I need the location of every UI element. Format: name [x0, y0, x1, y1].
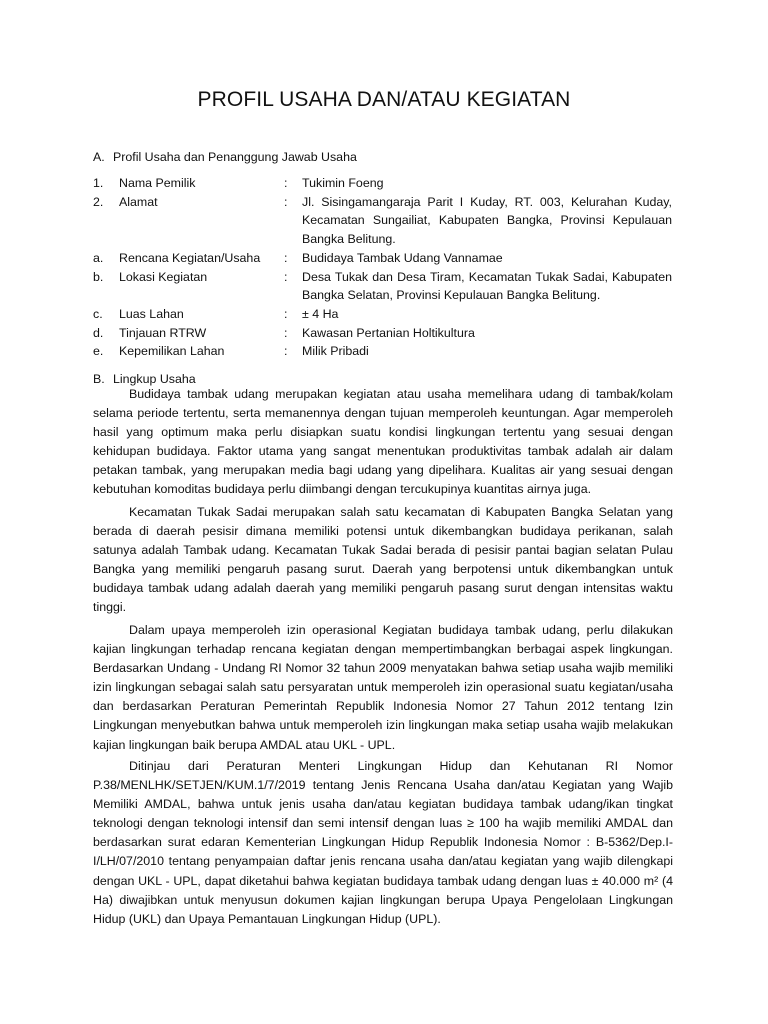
row-label: Tinjauan RTRW: [119, 325, 207, 340]
row-value: Desa Tukak dan Desa Tiram, Kecamatan Tukak Sadai, Kabupaten Bangka Selatan, Provinsi Kepulauan Bangka Belitung.: [302, 269, 672, 303]
row-number: d.: [93, 325, 104, 340]
row-label: Kepemilikan Lahan: [119, 344, 225, 359]
row-separator: :: [284, 306, 288, 321]
section-a-title: Profil Usaha dan Penanggung Jawab Usaha: [113, 150, 357, 164]
page-title: PROFIL USAHA DAN/ATAU KEGIATAN: [197, 88, 571, 111]
row-number: c.: [93, 306, 103, 321]
row-separator: :: [284, 250, 288, 265]
row-value: ± 4 Ha: [302, 306, 339, 321]
row-separator: :: [284, 194, 288, 209]
row-separator: :: [284, 269, 288, 284]
profile-row: [93, 174, 672, 193]
row-label: Lokasi Kegiatan: [119, 269, 208, 284]
row-value: Milik Pribadi: [302, 344, 369, 359]
body-paragraph: Dalam upaya memperoleh izin operasional Kegiatan budidaya tambak udang, perlu dilakukan kajian lingkungan terhadap rencana kegiatan dengan mempertimbangkan berbagai aspek lingkungan. Berdasarkan Undang - Undang RI Nomor 32 tahun 2009 menyatakan bahwa setiap usaha wajib memiliki izin lingkungan sebagai salah satu persyaratan untuk memperoleh izin operasional suatu kegiatan/usaha dan berdasarkan Peraturan Pemerintah Republik Indonesia Nomor 27 Tahun 2012 tentang Izin Lingkungan menyebutkan bahwa untuk memperoleh izin lingkungan maka setiap usaha wajib melakukan kajian lingkungan baik berupa AMDAL atau UKL - UPL.: [93, 623, 673, 752]
profile-row: [93, 324, 672, 343]
row-value: Budidaya Tambak Udang Vannamae: [302, 250, 503, 265]
row-number: a.: [93, 250, 104, 265]
row-value: Tukimin Foeng: [302, 176, 384, 190]
row-separator: :: [284, 344, 288, 359]
row-label: Rencana Kegiatan/Usaha: [119, 250, 261, 265]
section-b-heading: [93, 372, 196, 386]
profile-table: [93, 174, 672, 361]
profile-row: [93, 268, 672, 305]
row-number: 1.: [93, 176, 104, 190]
section-b-number: B.: [93, 372, 105, 386]
row-number: 2.: [93, 194, 104, 209]
body-paragraph: Budidaya tambak udang merupakan kegiatan atau usaha memelihara udang di tambak/kolam selama periode tertentu, serta memanennya dengan tujuan memperoleh keuntungan. Agar memperoleh hasil yang optimum maka perlu disiapkan suatu kondisi lingkungan tertentu yang sesuai dengan kehidupan budidaya. Faktor utama yang sangat menentukan produktivitas tambak adalah air dalam petakan tambak, yang merupakan media bagi udang yang dipelihara. Kualitas air yang sesuai dengan kebutuhan komoditas budidaya perlu diimbangi dengan tercukupinya kuantitas airnya juga.: [93, 387, 673, 497]
row-label: Alamat: [119, 194, 158, 209]
row-separator: :: [284, 176, 288, 190]
section-a-number: A.: [93, 150, 105, 164]
section-a-heading: [93, 150, 357, 164]
profile-row: [93, 193, 672, 249]
profile-row: [93, 305, 672, 324]
row-value: Kawasan Pertanian Holtikultura: [302, 325, 475, 340]
row-number: b.: [93, 269, 104, 284]
section-b-title: Lingkup Usaha: [113, 372, 196, 386]
body-paragraph: Kecamatan Tukak Sadai merupakan salah satu kecamatan di Kabupaten Bangka Selatan yang berada di daerah pesisir dimana memiliki potensi untuk dikembangkan budidaya perikanan, salah satunya adalah Tambak udang. Kecamatan Tukak Sadai berada di pesisir pantai bagian selatan Pulau Bangka yang memiliki pengaruh pasang surut. Daerah yang berpotensi untuk dikembangkan untuk budidaya tambak udang adalah daerah yang memiliki pengaruh pasang surut dengan intensitas waktu tinggi.: [93, 505, 673, 615]
row-value: Jl. Sisingamangaraja Parit I Kuday, RT. 003, Kelurahan Kuday, Kecamatan Sungailiat, Kabupaten Bangka, Provinsi Kepulauan Bangka Belitung.: [302, 194, 672, 247]
row-number: e.: [93, 344, 104, 359]
row-label: Nama Pemilik: [119, 176, 196, 190]
row-label: Luas Lahan: [119, 306, 184, 321]
body-paragraph: Ditinjau dari Peraturan Menteri Lingkungan Hidup dan Kehutanan RI Nomor P.38/MENLHK/SETJEN/KUM.1/7/2019 tentang Jenis Rencana Usaha dan/atau Kegiatan yang Wajib Memiliki AMDAL, bahwa untuk jenis usaha dan/atau kegiatan budidaya tambak udang/ikan tingkat teknologi dengan teknologi intensif dan semi intensif dengan luas ≥ 100 ha wajib memiliki AMDAL dan berdasarkan surat edaran Kementerian Lingkungan Hidup Republik Indonesia Nomor : B-5362/Dep.I-I/LH/07/2010 tentang penyampaian daftar jenis rencana usaha dan/atau kegiatan yang wajib dilengkapi dengan UKL - UPL, dapat diketahui bahwa kegiatan budidaya tambak udang dengan luas ± 40.000 m² (4 Ha) diwajibkan untuk menyusun dokumen kajian lingkungan berupa Upaya Pengelolaan Lingkungan Hidup (UKL) dan Upaya Pemantauan Lingkungan Hidup (UPL).: [93, 759, 673, 926]
profile-row: [93, 342, 672, 361]
profile-row: [93, 249, 672, 268]
row-separator: :: [284, 325, 288, 340]
